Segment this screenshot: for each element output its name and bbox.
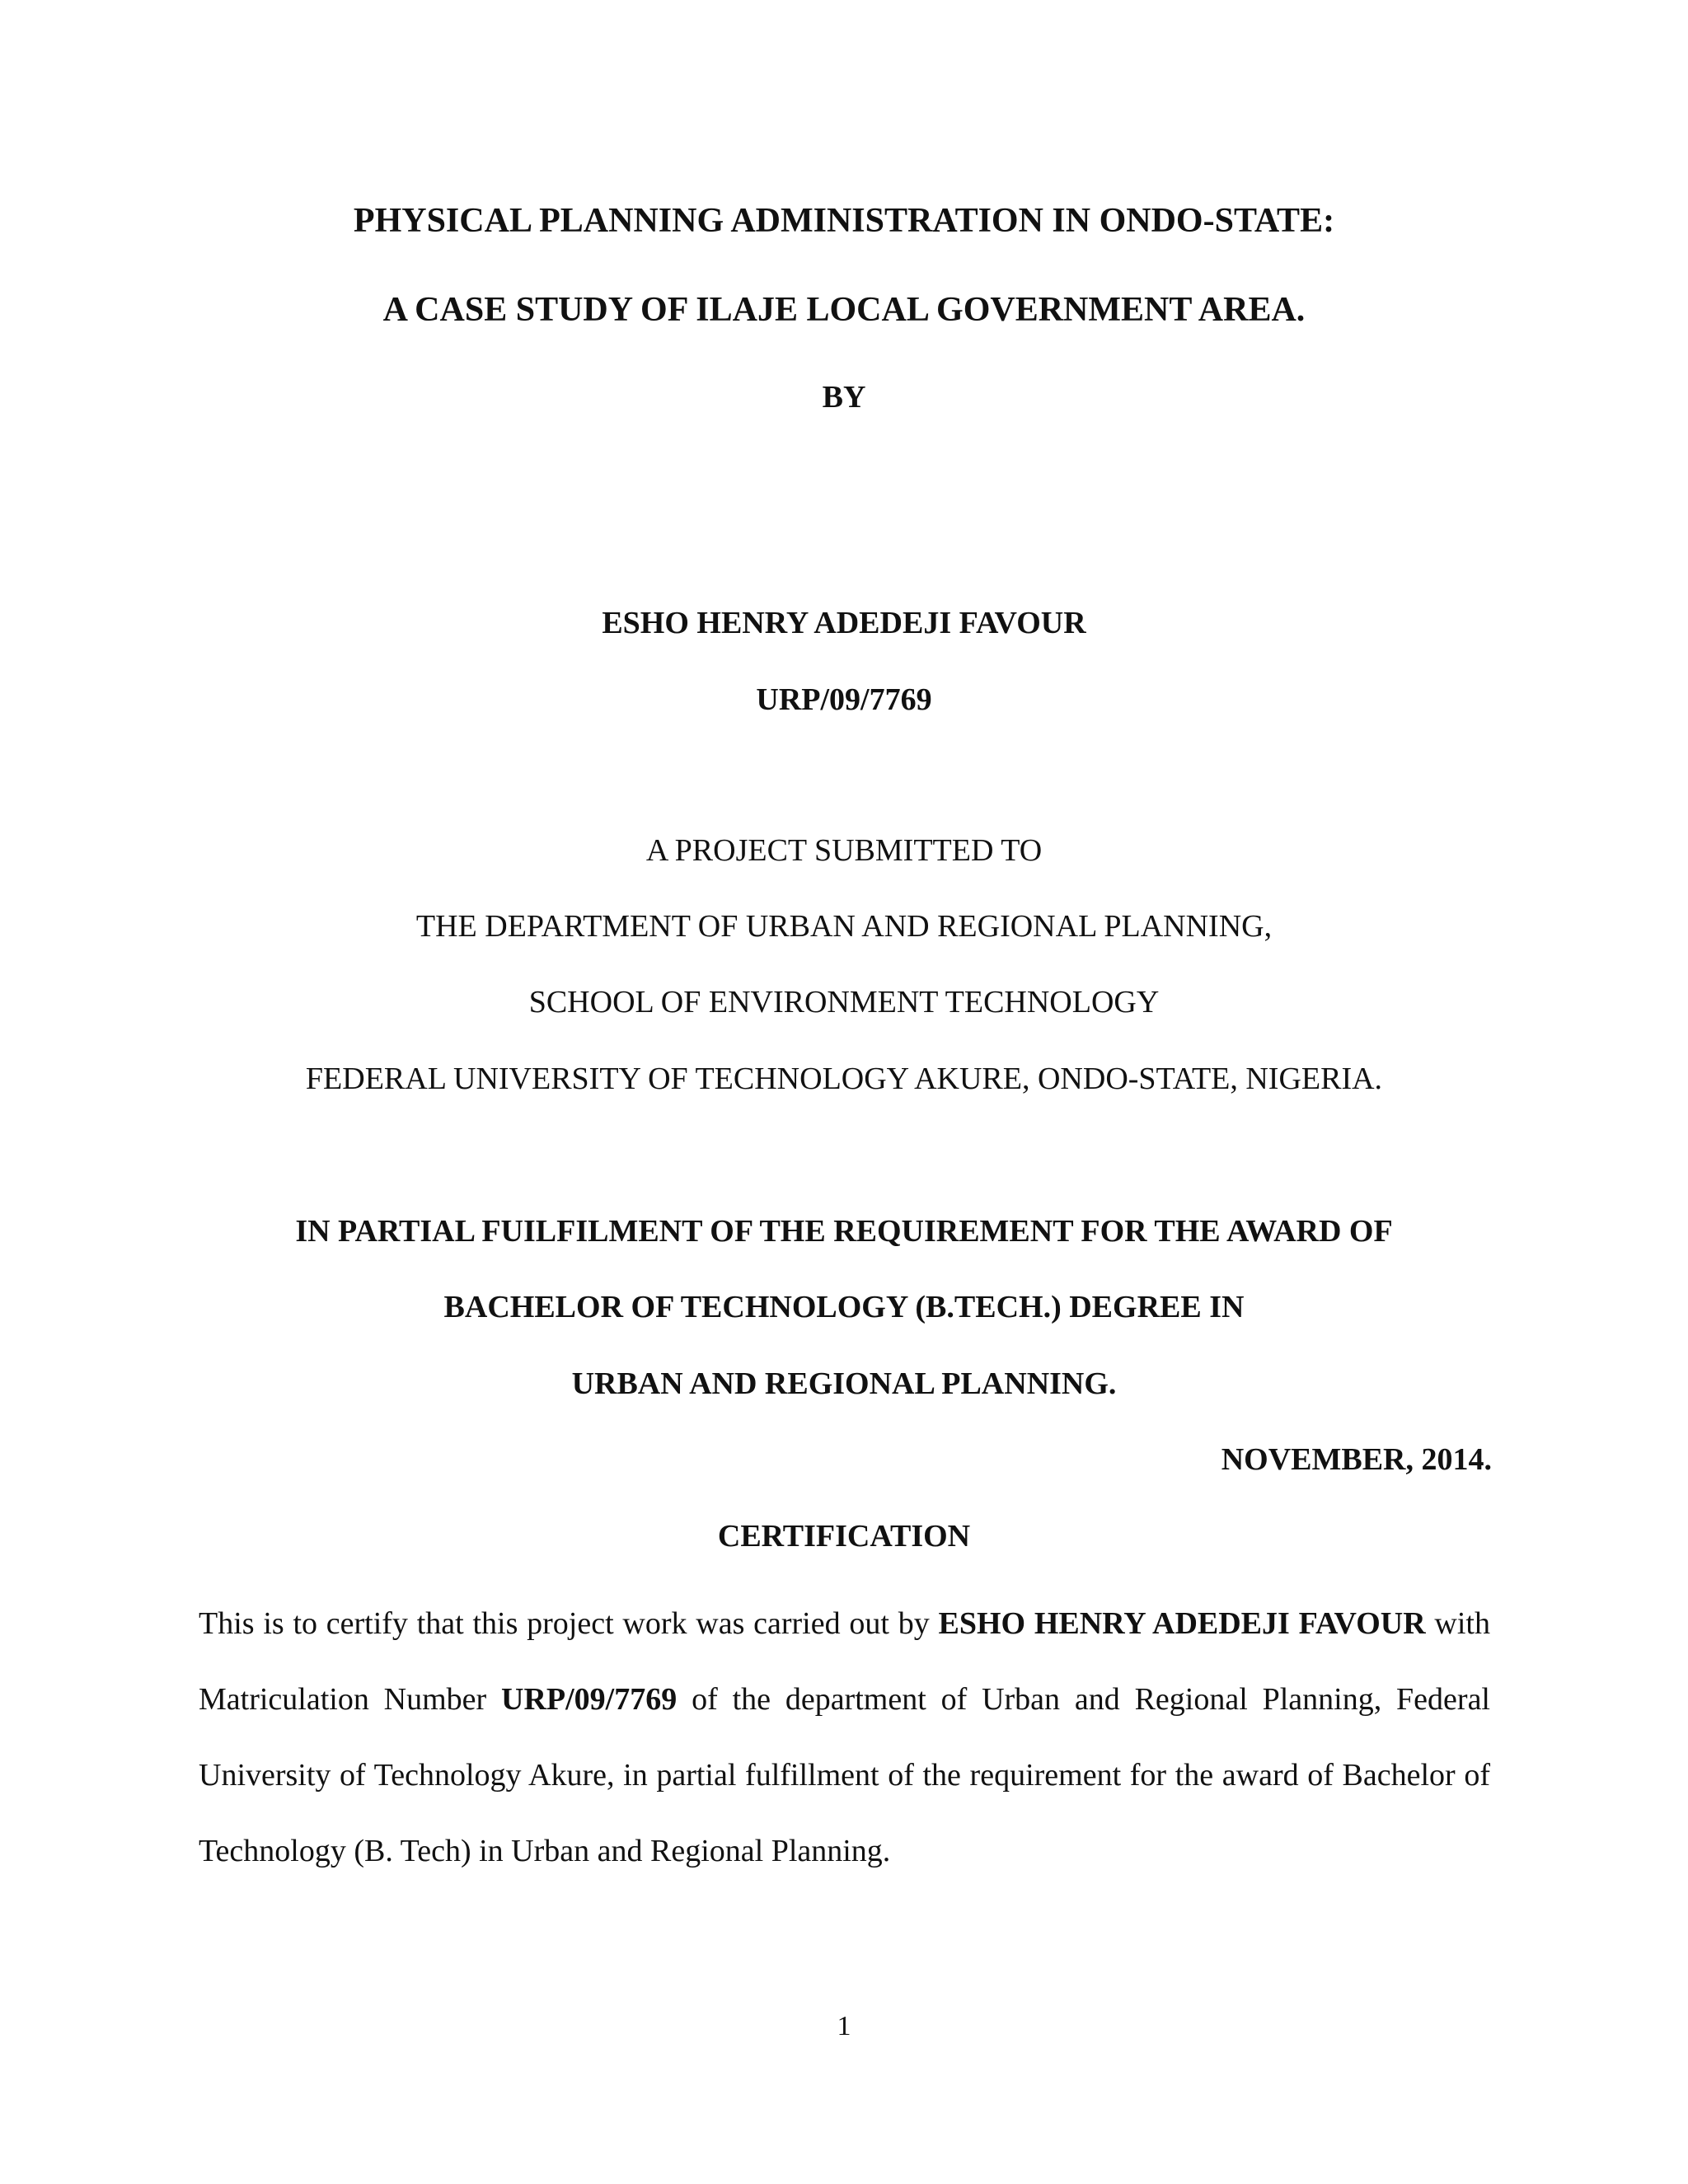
author-name: ESHO HENRY ADEDEJI FAVOUR (602, 606, 1086, 640)
page-number: 1 (837, 2011, 851, 2041)
fulfilment-line-3: URBAN AND REGIONAL PLANNING. (571, 1366, 1117, 1401)
submission-date: NOVEMBER, 2014. (1221, 1442, 1492, 1477)
certification-matric: URP/09/7769 (501, 1682, 678, 1717)
certification-author-name: ESHO HENRY ADEDEJI FAVOUR (938, 1606, 1426, 1641)
title-line-1: PHYSICAL PLANNING ADMINISTRATION IN ONDO-STATE: (353, 202, 1335, 240)
title-line-2: A CASE STUDY OF ILAJE LOCAL GOVERNMENT AREA. (382, 291, 1306, 329)
certification-text-part-3: of the department of Urban and Regional Planning, Federal University of Technology Akure, in partial fulfillment of the requirement for the award of Bachelor of Technology (B. Tech) in Urban and Regional Planning. (199, 1682, 1490, 1868)
by-label: BY (822, 380, 866, 415)
submission-line-3: SCHOOL OF ENVIRONMENT TECHNOLOGY (528, 985, 1160, 1019)
submission-line-4: FEDERAL UNIVERSITY OF TECHNOLOGY AKURE, ONDO-STATE, NIGERIA. (305, 1062, 1383, 1096)
author-matric: URP/09/7769 (756, 682, 932, 717)
submission-line-2: THE DEPARTMENT OF URBAN AND REGIONAL PLANNING, (415, 909, 1273, 944)
fulfilment-line-2: BACHELOR OF TECHNOLOGY (B.TECH.) DEGREE IN (443, 1290, 1245, 1324)
certification-text-part-2: with Matriculation Number (199, 1606, 1490, 1717)
certification-text-part-1: This is to certify that this project work was carried out by (199, 1606, 939, 1641)
certification-paragraph (199, 1586, 1490, 1889)
fulfilment-line-1: IN PARTIAL FUILFILMENT OF THE REQUIREMENT FOR THE AWARD OF (295, 1214, 1393, 1249)
submission-line-1: A PROJECT SUBMITTED TO (645, 833, 1043, 868)
certification-heading: CERTIFICATION (717, 1519, 971, 1554)
